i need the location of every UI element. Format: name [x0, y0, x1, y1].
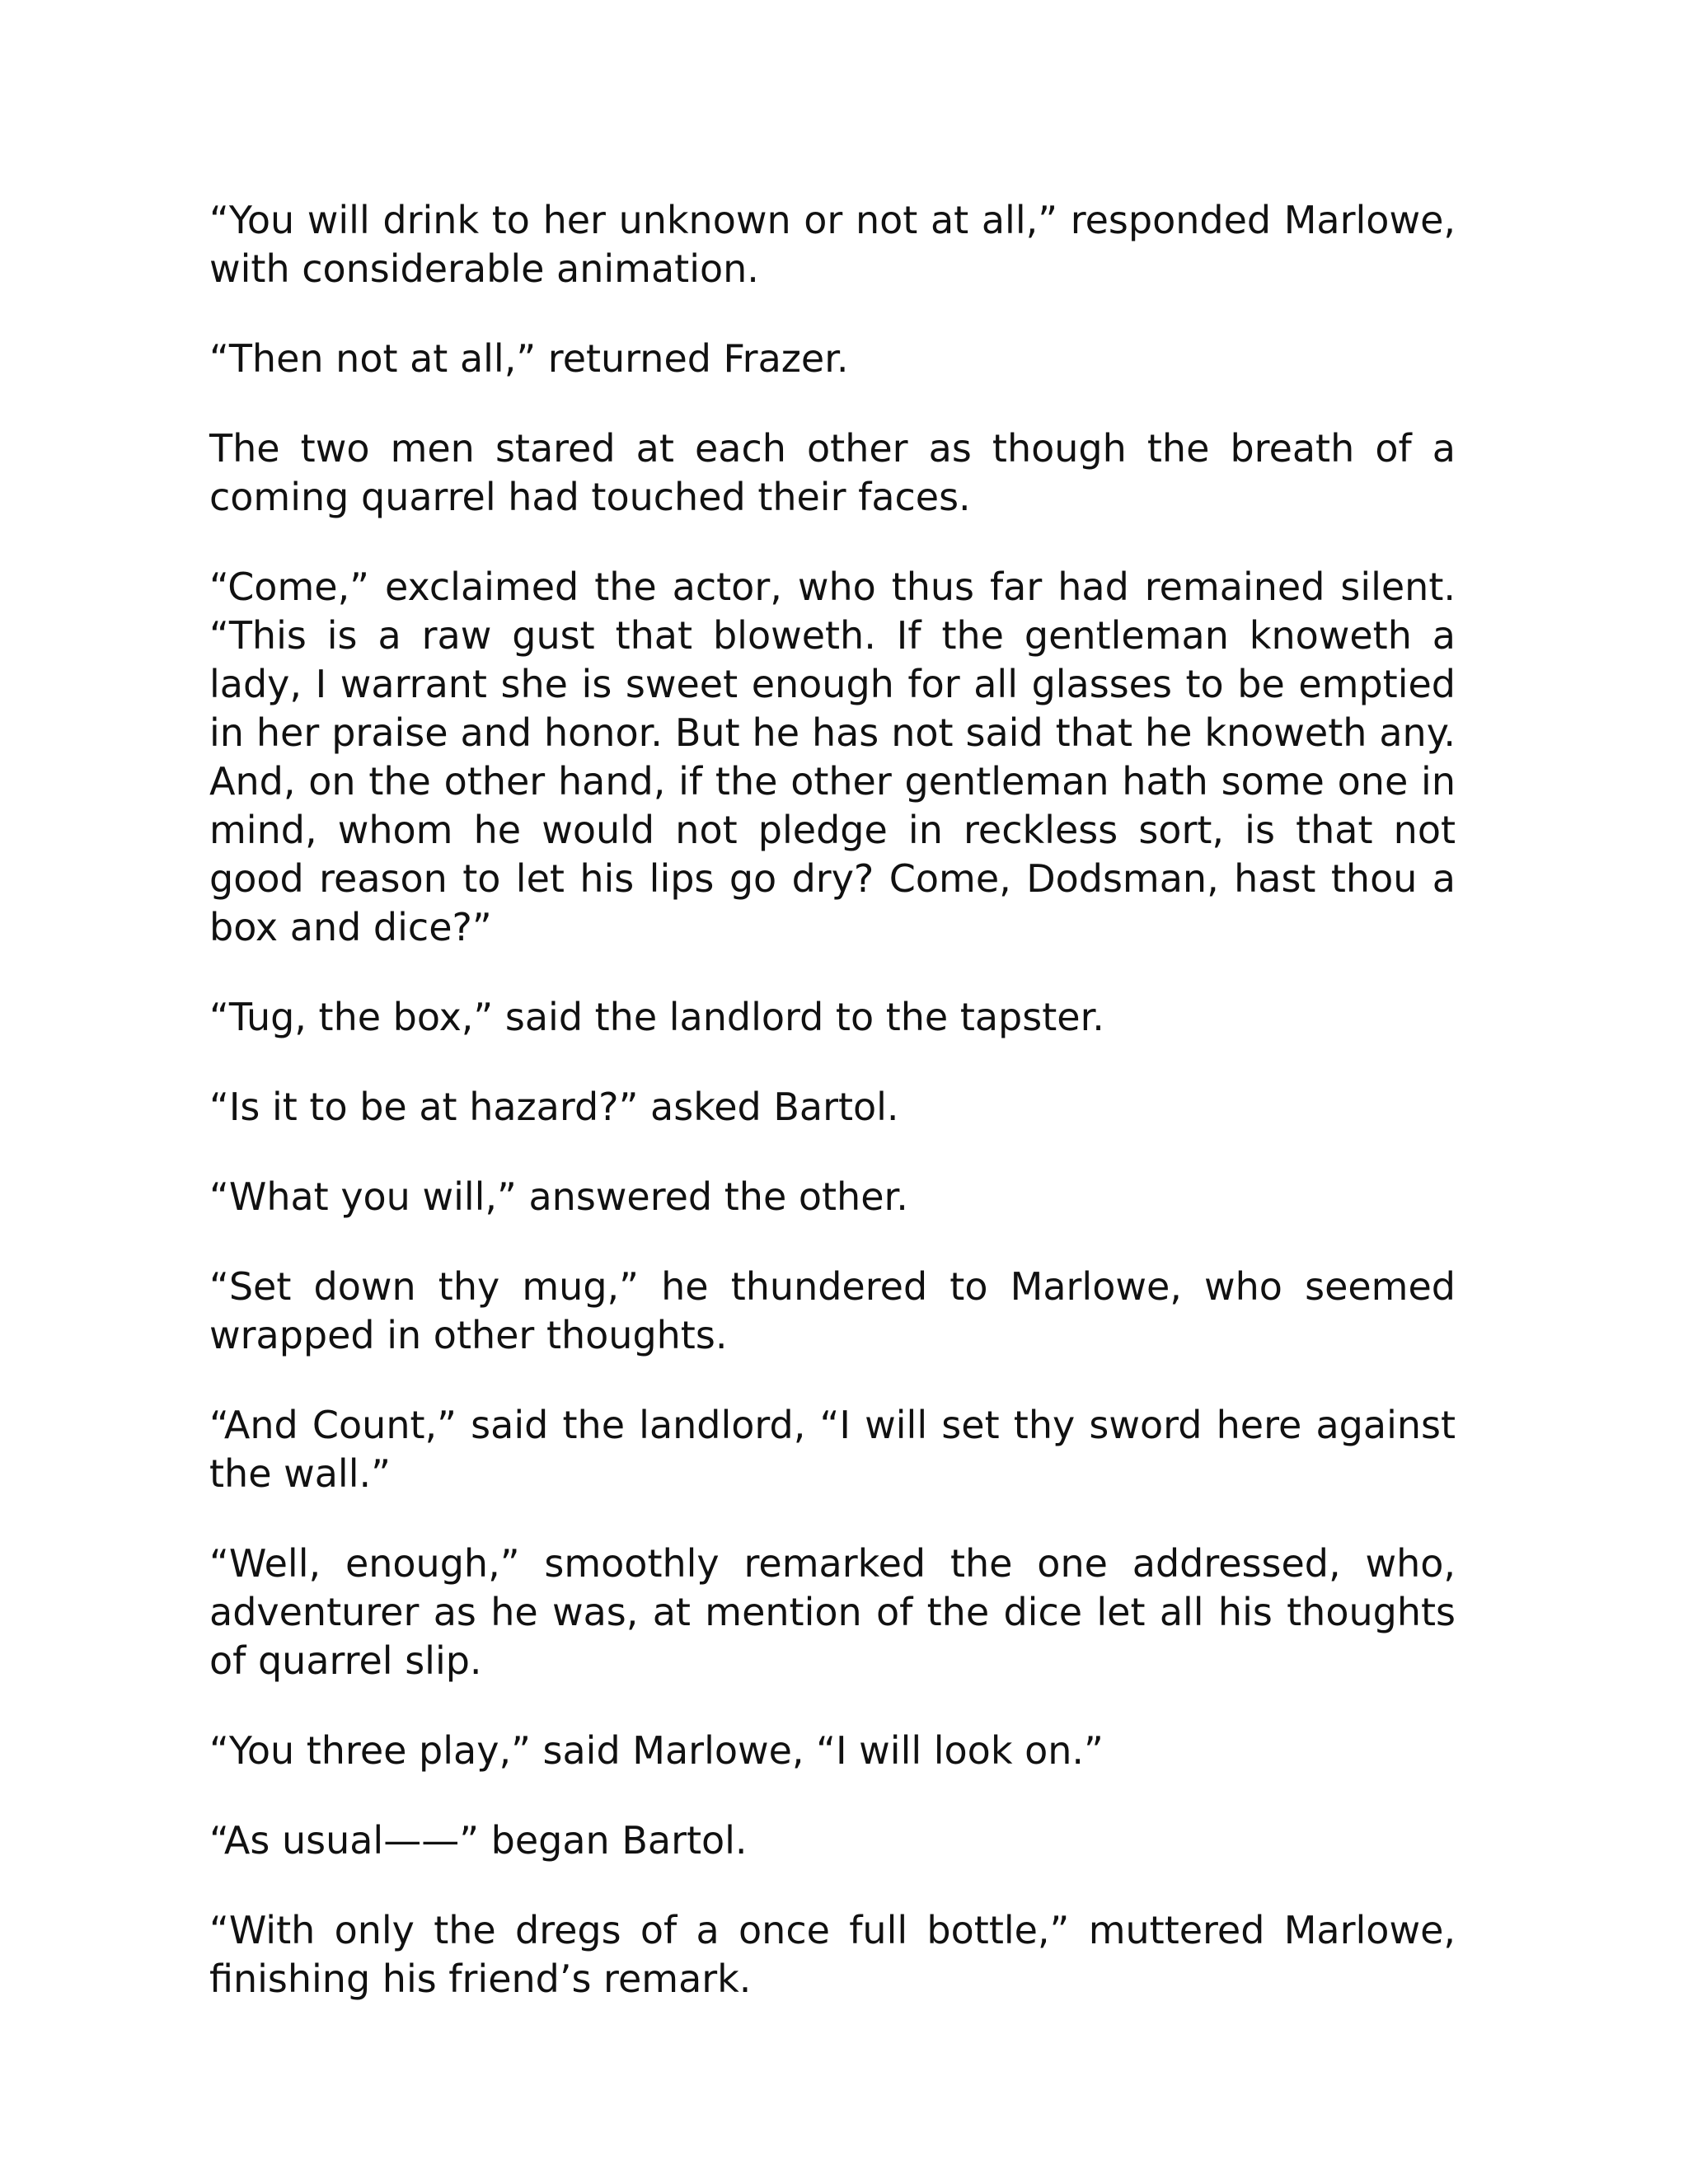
page-body [209, 196, 1456, 2045]
paragraph: “You three play,” said Marlowe, “I will look on.” [209, 1728, 1104, 1773]
paragraph: “Set down thy mug,” he thundered to Marlowe, who seemed wrapped in other thoughts. [209, 1264, 1456, 1357]
paragraph: “You will drink to her unknown or not at all,” responded Marlowe, with considerable animation. [209, 198, 1456, 291]
paragraph: The two men stared at each other as though the breath of a coming quarrel had touched their faces. [209, 426, 1456, 519]
paragraph: “With only the dregs of a once full bottle,” muttered Marlowe, finishing his friend’s remark. [209, 1908, 1456, 2001]
paragraph: “And Count,” said the landlord, “I will set thy sword here against the wall.” [209, 1403, 1456, 1496]
paragraph: “What you will,” answered the other. [209, 1174, 908, 1219]
paragraph: “Then not at all,” returned Frazer. [209, 336, 849, 381]
paragraph: “As usual——” began Bartol. [209, 1818, 748, 1863]
paragraph: “Tug, the box,” said the landlord to the tapster. [209, 995, 1104, 1039]
paragraph: “Is it to be at hazard?” asked Bartol. [209, 1085, 899, 1129]
paragraph: “Well, enough,” smoothly remarked the one addressed, who, adventurer as he was, at mention of the dice let all his thoughts of quarrel slip. [209, 1541, 1456, 1683]
paragraph: “Come,” exclaimed the actor, who thus far had remained silent. “This is a raw gust that bloweth. If the gentleman knoweth a lady, I warrant she is sweet enough for all glasses to be emptied in her praise and honor. But he has not said that he knoweth any. And, on the other hand, if the other gentleman hath some one in mind, whom he would not pledge in reckless sort, is that not good reason to let his lips go dry? Come, Dodsman, hast thou a box and dice?” [209, 565, 1456, 949]
